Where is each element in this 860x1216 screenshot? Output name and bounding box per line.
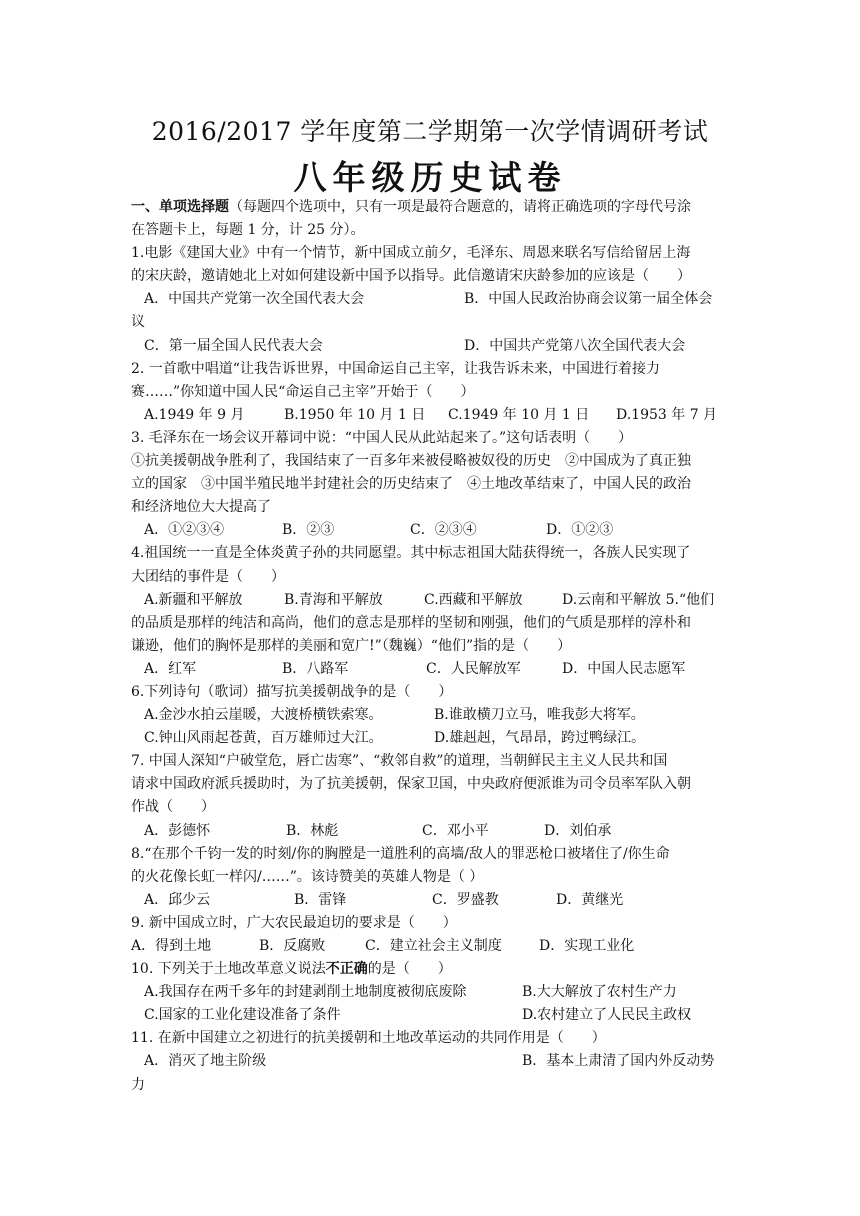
q1-option-c: C．第一届全国人民代表大会 — [144, 337, 323, 354]
q6-option-a: A.金沙水拍云崖暖，大渡桥横铁索寒。 — [144, 707, 383, 724]
q1-option-a: A．中国共产党第一次全国代表大会 — [144, 291, 365, 308]
q7-options — [131, 820, 731, 843]
q4-stem-2: 大团结的事件是（ ） — [131, 568, 285, 585]
q9-option-b: B．反腐败 — [259, 938, 326, 954]
section-heading: 一、单项选择题 — [131, 199, 229, 215]
q3-option-b: B．②③ — [282, 522, 335, 539]
exam-body — [131, 196, 731, 1097]
q11-option-b-wrap: 力 — [131, 1076, 145, 1093]
q1-options-cd — [131, 335, 731, 358]
q11-options-ab — [131, 1050, 731, 1073]
q10-option-b: B.大大解放了农村生产力 — [522, 984, 677, 1001]
q3-option-c: C．②③④ — [410, 522, 477, 539]
q3-stem-4: 和经济地位大大提高了 — [131, 499, 271, 516]
q4-option-b: B.青海和平解放 — [284, 591, 383, 608]
q10-option-a: A.我国存在两千多年的封建剥削土地制度被彻底废除 — [144, 984, 467, 1001]
q5-stem-2: 谦逊，他们的胸怀是那样的美丽和宽广!”（魏巍）“他们”指的是（ ） — [131, 637, 572, 654]
q2-stem-2: 赛……”你知道中国人民“命运自己主宰”开始于（ ） — [131, 383, 475, 400]
section-instruction: （每题四个选项中，只有一项是最符合题意的，请将正确选项的字母代号涂 — [229, 199, 691, 215]
q5-option-a: A．红军 — [144, 660, 197, 677]
q10-option-c: C.国家的工业化建设准备了条件 — [144, 1007, 341, 1024]
q3-option-a: A．①②③④ — [144, 522, 225, 539]
q1-option-b-wrap: 议 — [131, 314, 145, 331]
section-instruction-cont: 在答题卡上，每题 1 分，计 25 分）。 — [131, 222, 365, 239]
exam-title: 2016/2017 学年度第二学期第一次学情调研考试 — [151, 117, 709, 146]
q3-stem-2: ①抗美援朝战争胜利了，我国结束了一百多年来被侵略被奴役的历史 ②中国成为了真正独 — [131, 453, 691, 470]
q11-stem-1: 11. 在新中国建立之初进行的抗美援朝和土地改革运动的共同作用是（ ） — [131, 1030, 606, 1047]
q8-option-a: A．邱少云 — [144, 891, 211, 908]
q8-stem-2: 的火花像长虹一样闪/……”。该诗赞美的英雄人物是（ ） — [131, 868, 484, 885]
q7-option-b: B．林彪 — [286, 822, 339, 839]
q1-stem-2: 的宋庆龄，邀请她北上对如何建设新中国予以指导。此信邀请宋庆龄参加的应该是（ ） — [131, 268, 691, 285]
q9-option-d: D．实现工业化 — [539, 938, 635, 954]
q1-stem-1: 1.电影《建国大业》中有一个情节，新中国成立前夕，毛泽东、周恩来联名写信给留居上海 — [131, 245, 691, 262]
q7-stem-2: 请求中国政府派兵援助时，为了抗美援朝，保家卫国，中央政府便派谁为司令员率军队入朝 — [131, 776, 691, 793]
q9-options — [131, 935, 731, 958]
q5-option-c: C．人民解放军 — [426, 660, 521, 677]
q7-option-d: D．刘伯承 — [544, 822, 612, 839]
q10-stem-1 — [131, 958, 731, 981]
q11-option-a: A．消灭了地主阶级 — [144, 1053, 267, 1070]
q10-stem-post: 的是（ ） — [367, 961, 452, 978]
q9-stem-1: 9. 新中国成立时，广大农民最迫切的要求是（ ） — [131, 914, 457, 931]
q5-option-b: B．八路军 — [282, 660, 349, 677]
q8-option-b: B．雷锋 — [294, 891, 347, 908]
q8-stem-1: 8.“在那个千钧一发的时刻/你的胸膛是一道胜利的高墙/敌人的罪恶枪口被堵住了/你生命 — [131, 845, 670, 862]
q7-stem-1: 7. 中国人深知“户破堂危，唇亡齿寒”、“救邻自救”的道理，当朝鲜民主主义人民共和国 — [131, 753, 668, 770]
q10-stem-pre: 10. 下列关于土地改革意义说法 — [131, 961, 326, 978]
q3-stem-1: 3. 毛泽东在一场会议开幕词中说：“中国人民从此站起来了。”这句话表明（ ） — [131, 429, 633, 446]
q10-options-ab — [131, 981, 731, 1004]
q2-option-a: A.1949 年 9 月 — [144, 406, 245, 423]
q6-option-d: D.雄赳赳，气昂昂，跨过鸭绿江。 — [434, 730, 646, 747]
q1-option-d: D．中国共产党第八次全国代表大会 — [464, 337, 686, 354]
q4-stem-1: 4.祖国统一一直是全体炎黄子孙的共同愿望。其中标志祖国大陆获得统一，各族人民实现了 — [131, 545, 691, 562]
q5-stem-1: 的品质是那样的纯洁和高尚，他们的意志是那样的坚韧和刚强，他们的气质是那样的淳朴和 — [131, 614, 691, 631]
q6-options-cd — [131, 727, 731, 750]
q2-option-b: B.1950 年 10 月 1 日 — [284, 406, 426, 423]
exam-subtitle: 八年级历史试卷 — [293, 158, 567, 197]
q5-option-d: D．中国人民志愿军 — [562, 660, 686, 677]
q5-options — [131, 658, 731, 681]
q2-option-c: C.1949 年 10 月 1 日 — [448, 406, 590, 423]
q6-stem-1: 6.下列诗句（歌词）描写抗美援朝战争的是（ ） — [131, 683, 453, 700]
q2-stem-1: 2. 一首歌中唱道“让我告诉世界，中国命运自己主宰，让我告诉未来，中国进行着接力 — [131, 360, 660, 377]
q7-option-c: C．邓小平 — [422, 822, 489, 839]
q6-options-ab — [131, 704, 731, 727]
q3-option-d: D．①②③ — [546, 522, 614, 539]
q6-option-c: C.钟山风雨起苍黄，百万雄师过大江。 — [144, 730, 383, 747]
q8-option-c: C．罗盛教 — [432, 891, 499, 908]
q4-option-c: C.西藏和平解放 — [424, 591, 523, 608]
q10-option-d: D.农村建立了人民民主政权 — [522, 1007, 692, 1024]
q2-option-d: D.1953 年 7 月 — [616, 406, 718, 423]
q8-options — [131, 889, 731, 912]
q8-option-d: D．黄继光 — [556, 891, 624, 908]
q10-stem-emphasis: 不正确 — [325, 961, 368, 978]
q3-options — [131, 519, 731, 542]
q2-options — [131, 404, 731, 427]
q1-options-ab — [131, 288, 731, 311]
q7-option-a: A．彭德怀 — [144, 822, 211, 839]
q11-option-b: B．基本上肃清了国内外反动势 — [522, 1053, 715, 1070]
q1-option-b: B．中国人民政治协商会议第一届全体会 — [464, 291, 713, 308]
q9-option-c: C．建立社会主义制度 — [365, 938, 502, 954]
q9-option-a: A．得到土地 — [131, 938, 212, 954]
q10-options-cd — [131, 1004, 731, 1027]
section-intro — [131, 196, 731, 219]
q4-option-a: A.新疆和平解放 — [144, 591, 243, 608]
q3-stem-3: 立的国家 ③中国半殖民地半封建社会的历史结束了 ④土地改革结束了，中国人民的政治 — [131, 476, 691, 493]
q4-option-d: D.云南和平解放 5.“他们 — [562, 591, 715, 608]
q6-option-b: B.谁敢横刀立马，唯我彭大将军。 — [434, 707, 645, 724]
q4-options — [131, 589, 731, 612]
q7-stem-3: 作战（ ） — [131, 799, 215, 816]
